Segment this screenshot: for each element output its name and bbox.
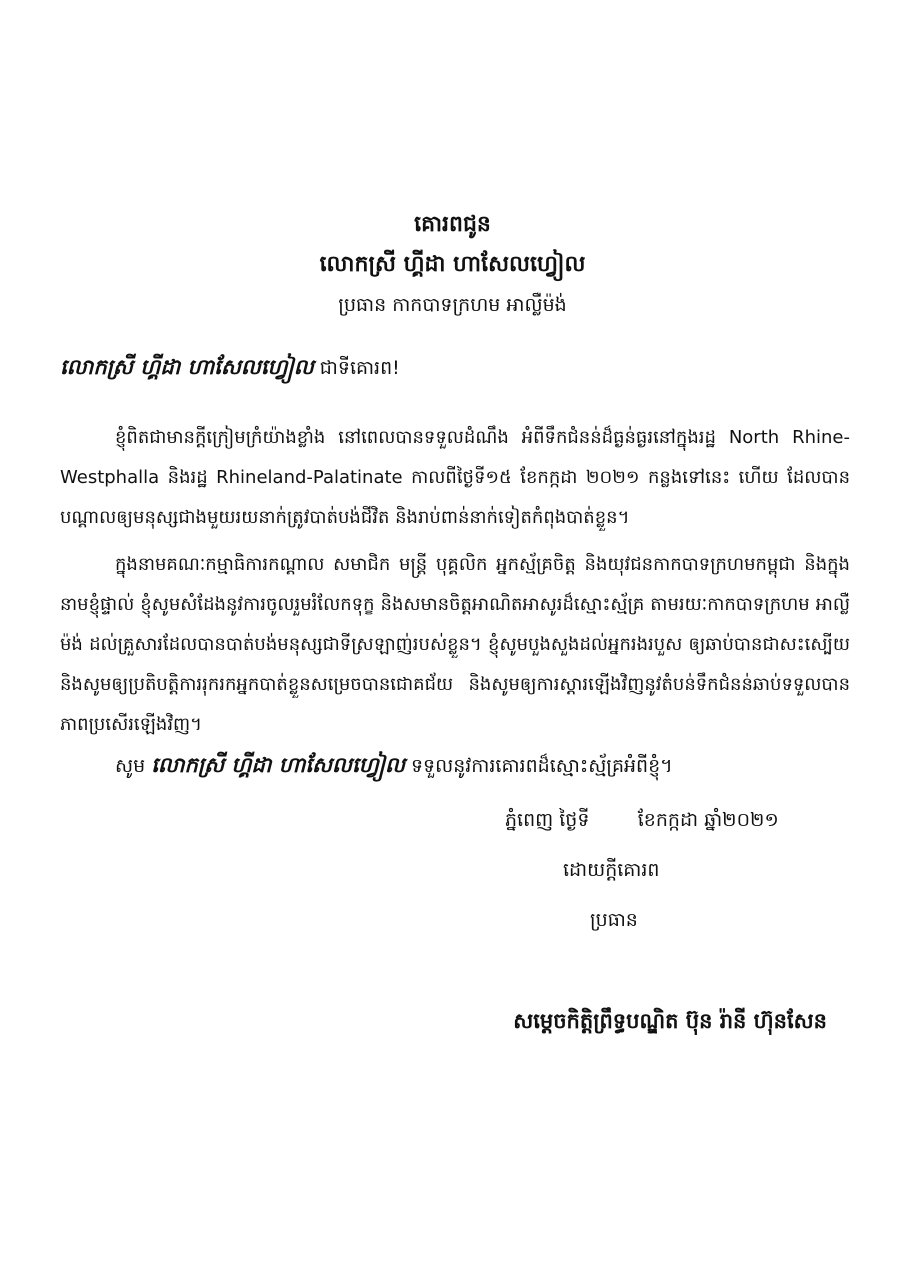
header-title: គោរពជូន [414, 212, 491, 237]
respect-line: ដោយក្ដីគោរព [563, 859, 660, 881]
signature-name: សម្ដេចកិត្តិព្រឹទ្ធបណ្ឌិត ប៊ុន រ៉ានី ហ៊ុនសែន [513, 1009, 827, 1033]
recipient-role: ប្រធាន កាកបាទក្រហម អាល្លឺម៉ង់ [338, 294, 567, 316]
closing-line [115, 748, 855, 783]
paragraph-1: ខ្ញុំពិតជាមានក្ដីក្រៀមក្រំយ៉ាងខ្លាំង នៅពេលបានទទួលដំណឹង អំពីទឹកជំនន់ដ៏ធ្ងន់ធ្ងរនៅក្នុងរដ្ឋ North Rhine-Westphalla និងរដ្ឋ Rhineland-Palatinate កាលពីថ្ងៃទី១៥ ខែកក្កដា ២០២១ កន្លងទៅនេះ ហើយ ដែលបានបណ្ដាលឲ្យមនុស្សជាងមួយរយនាក់ត្រូវបាត់បង់ជីវិត និងរាប់ពាន់នាក់ទៀតកំពុងបាត់ខ្លួន។ [60, 427, 850, 528]
closing-suffix: ទទួលនូវការគោរពដ៏ស្មោះស្ម័គ្រអំពីខ្ញុំ។ [404, 755, 673, 777]
salutation-suffix: ជាទីគោរព! [313, 357, 400, 379]
paragraph-2: ក្នុងនាមគណៈកម្មាធិការកណ្ដាល សមាជិក មន្ត្រី បុគ្គលិក អ្នកស្ម័គ្រចិត្ត និងយុវជនកាកបាទក្រហមកម្ពុជា និងក្នុងនាមខ្ញុំផ្ទាល់ ខ្ញុំសូមសំដែងនូវការចូលរួមរំលែកទុក្ខ និងសមានចិត្តអាណិតអាសូរដ៏ស្មោះស្ម័គ្រ តាមរយៈកាកបាទក្រហម អាល្លឺម៉ង់ ដល់គ្រួសារដែលបានបាត់បង់មនុស្សជាទីស្រឡាញ់របស់ខ្លួន។ ខ្ញុំសូមបួងសួងដល់អ្នករងរបួស ឲ្យឆាប់បានជាសះស្បើយ និងសូមឲ្យប្រតិបត្តិការរុករកអ្នកបាត់ខ្លួនសម្រេចបានជោគជ័យ និងសូមឲ្យការស្ដារឡើងវិញនូវតំបន់ទឹកជំនន់ឆាប់ទទួលបានភាពប្រសើរឡើងវិញ។ [60, 554, 850, 735]
closing-prefix: សូម [115, 755, 152, 777]
date-line: ភ្នំពេញ ថ្ងៃទី ខែកក្កដា ឆ្នាំ២០២១ [505, 809, 779, 831]
salutation-name: លោកស្រី ហ្គីដា ហាសែលហ្វៀល [60, 355, 314, 379]
letter-header [0, 205, 905, 325]
salutation [60, 350, 850, 385]
closing-name: លោកស្រី ហ្គីដា ហាសែលហ្វៀល [151, 753, 405, 777]
president-title: ប្រធាន [590, 909, 638, 931]
recipient-name: លោកស្រី ហ្គីដា ហាសែលហ្វៀល [319, 252, 586, 277]
